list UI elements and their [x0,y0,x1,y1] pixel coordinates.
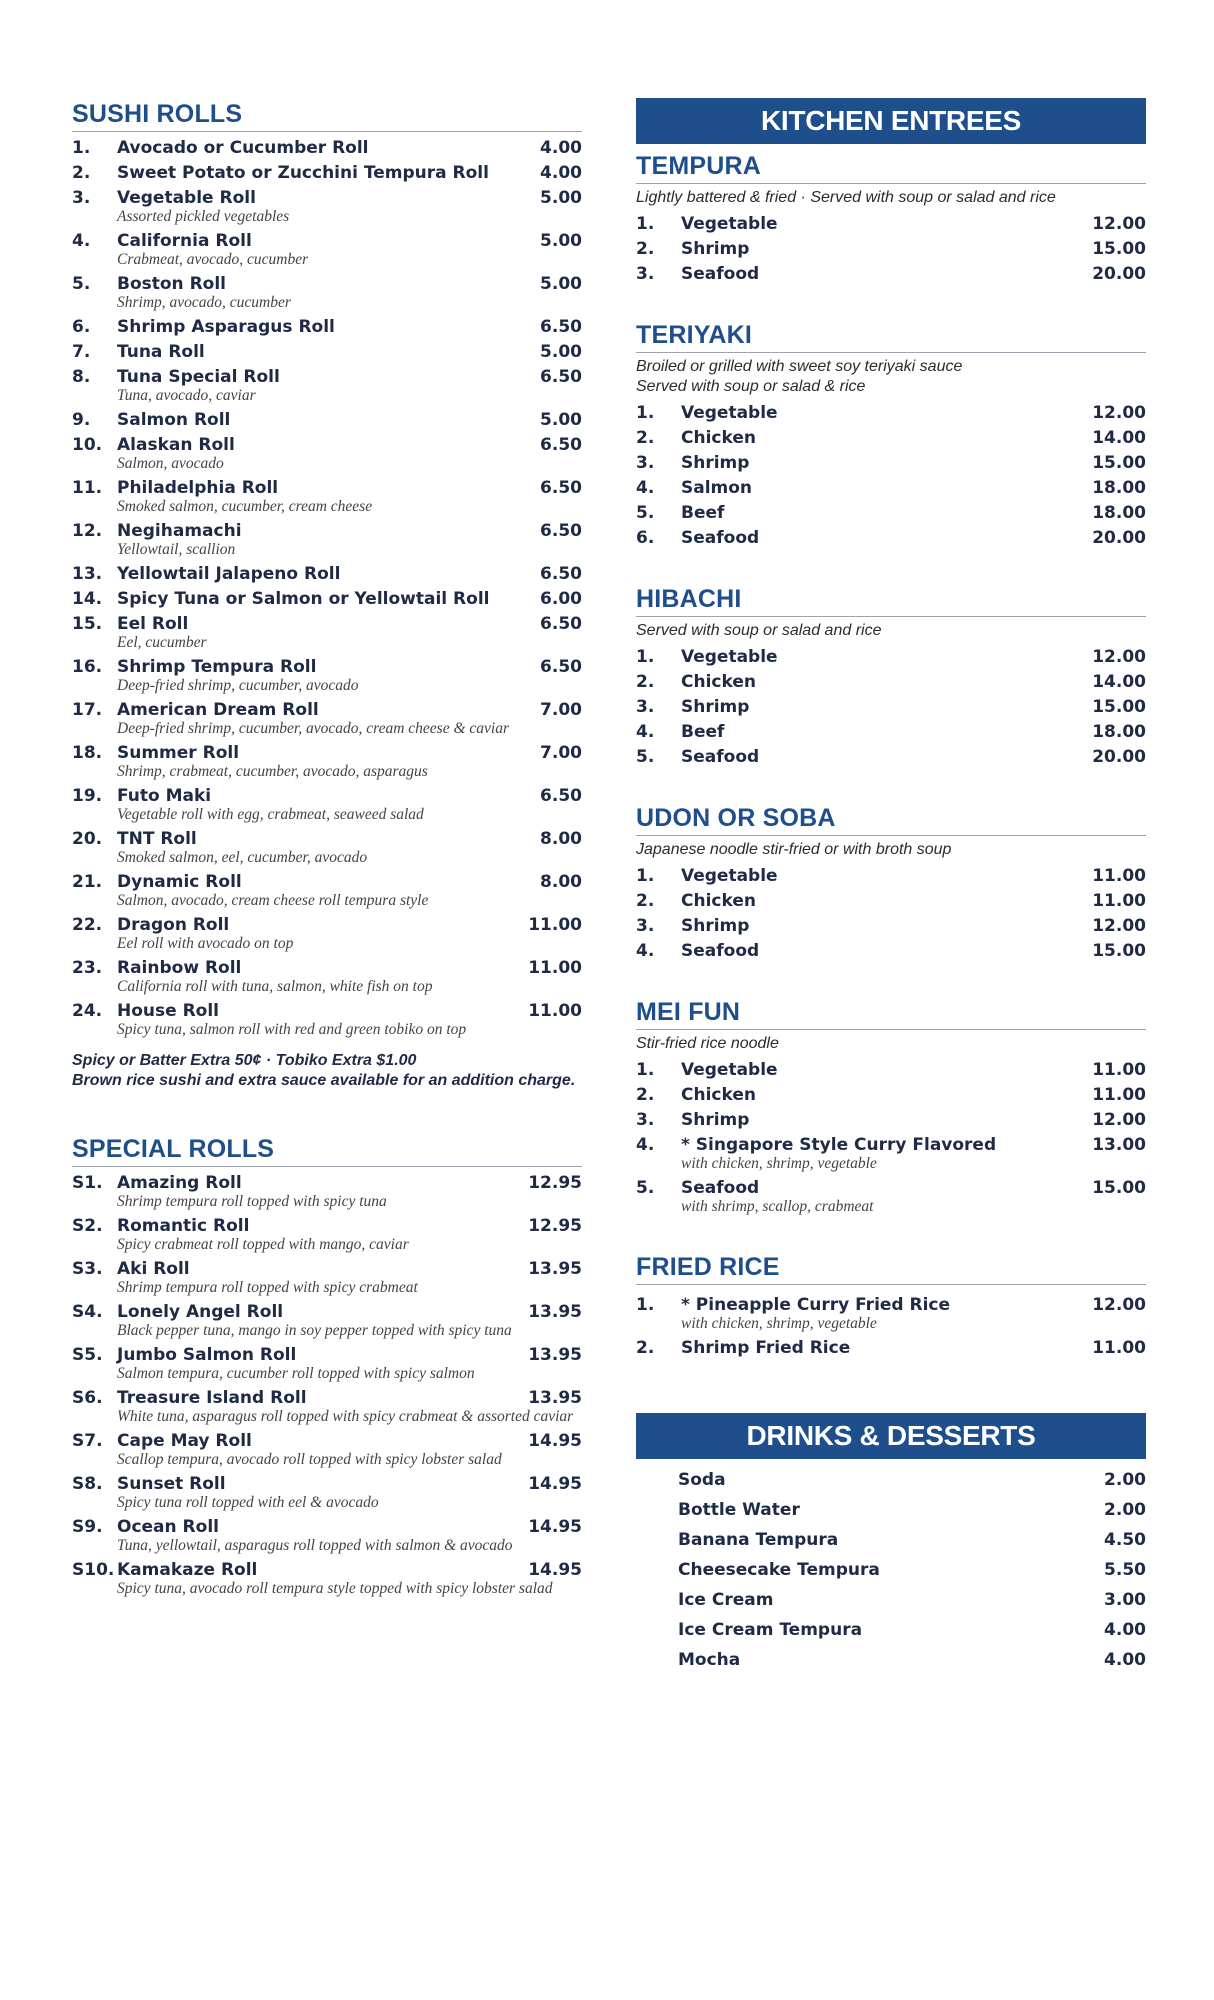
item-description: White tuna, asparagus roll topped with spicy crabmeat & assorted caviar [117,1408,574,1425]
item-name: Aki Roll [117,1259,190,1279]
item-price: 4.00 [1104,1620,1146,1640]
item-number: S7. [72,1431,103,1451]
item-price: 12.00 [1092,1295,1146,1315]
item-price: 6.50 [540,521,582,541]
item-description: Shrimp, avocado, cucumber [117,294,291,311]
item-name: Salmon [681,478,753,498]
item-price: 14.95 [528,1474,582,1494]
drink-item [636,1615,1146,1645]
section-title: HIBACHI [636,585,1146,617]
menu-item [636,237,1146,262]
item-name: Seafood [681,941,760,961]
item-name: Shrimp [681,453,750,473]
item-price: 11.00 [1092,1338,1146,1358]
item-price: 5.00 [540,274,582,294]
item-description: California roll with tuna, salmon, white fish on top [117,978,433,995]
item-number: S4. [72,1302,103,1322]
item-description: Smoked salmon, cucumber, cream cheese [117,498,373,515]
item-description: Shrimp, crabmeat, cucumber, avocado, asparagus [117,763,428,780]
item-list [72,136,582,1039]
item-price: 11.00 [1092,891,1146,911]
item-number: 2. [636,1085,655,1105]
item-name: * Pineapple Curry Fried Rice [681,1295,951,1315]
item-price: 13.95 [528,1302,582,1322]
item-name: Banana Tempura [678,1530,839,1550]
item-price: 4.00 [540,138,582,158]
item-price: 15.00 [1092,697,1146,717]
item-number: 15. [72,614,103,634]
item-name: Rainbow Roll [117,958,242,978]
item-number: 1. [72,138,91,158]
item-name: California Roll [117,231,252,251]
drink-item [636,1555,1146,1585]
item-name: Salmon Roll [117,410,231,430]
item-name: Seafood [681,264,760,284]
section-title: SUSHI ROLLS [72,100,582,132]
mei-fun-section [636,998,1146,1216]
item-price: 2.00 [1104,1500,1146,1520]
item-name: Dragon Roll [117,915,230,935]
section-title: UDON OR SOBA [636,804,1146,836]
item-price: 15.00 [1092,453,1146,473]
item-number: S1. [72,1173,103,1193]
item-name: Kamakaze Roll [117,1560,258,1580]
item-number: 13. [72,564,103,584]
item-name: Boston Roll [117,274,227,294]
section-title: TERIYAKI [636,321,1146,353]
item-price: 14.95 [528,1560,582,1580]
item-number: 21. [72,872,103,892]
item-name: Vegetable [681,866,778,886]
menu-item [636,864,1146,889]
item-number: 1. [636,1295,655,1315]
item-name: Chicken [681,1085,756,1105]
menu-item [636,645,1146,670]
item-price: 6.00 [540,589,582,609]
item-number: 22. [72,915,103,935]
drink-item [636,1525,1146,1555]
item-number: 17. [72,700,103,720]
extras-note [72,1051,582,1091]
item-price: 6.50 [540,317,582,337]
item-number: 1. [636,866,655,886]
item-price: 13.95 [528,1345,582,1365]
item-number: S3. [72,1259,103,1279]
item-price: 8.00 [540,872,582,892]
item-name: Sunset Roll [117,1474,226,1494]
item-name: Ice Cream [678,1590,774,1610]
item-number: 10. [72,435,103,455]
sushi-rolls-section [72,100,582,1091]
item-description: Salmon, avocado [117,455,224,472]
drinks-list [636,1465,1146,1675]
item-number: 1. [636,214,655,234]
item-price: 6.50 [540,614,582,634]
item-name: Eel Roll [117,614,189,634]
menu-item [72,315,582,340]
item-price: 12.95 [528,1216,582,1236]
item-number: 6. [72,317,91,337]
menu-item [636,1108,1146,1133]
menu-item [636,914,1146,939]
item-price: 20.00 [1092,264,1146,284]
special-rolls-section [72,1135,582,1598]
item-description: with shrimp, scallop, crabmeat [681,1198,874,1215]
item-name: Summer Roll [117,743,240,763]
item-name: Jumbo Salmon Roll [117,1345,297,1365]
item-number: 2. [636,672,655,692]
item-name: Chicken [681,891,756,911]
item-name: Futo Maki [117,786,212,806]
item-price: 18.00 [1092,503,1146,523]
item-name: Shrimp [681,697,750,717]
item-price: 5.50 [1104,1560,1146,1580]
item-price: 12.00 [1092,916,1146,936]
item-name: Vegetable [681,403,778,423]
item-price: 4.50 [1104,1530,1146,1550]
item-description: Deep-fried shrimp, cucumber, avocado [117,677,359,694]
item-number: 9. [72,410,91,430]
hibachi-section [636,585,1146,770]
menu-item [72,161,582,186]
item-number: 19. [72,786,103,806]
item-name: Treasure Island Roll [117,1388,307,1408]
item-name: Seafood [681,1178,760,1198]
item-price: 4.00 [540,163,582,183]
item-name: Dynamic Roll [117,872,242,892]
item-price: 6.50 [540,435,582,455]
item-name: Seafood [681,747,760,767]
item-price: 6.50 [540,564,582,584]
note-line: Spicy or Batter Extra 50¢ · Tobiko Extra $1.00 [72,1052,417,1069]
item-name: Romantic Roll [117,1216,250,1236]
item-name: * Singapore Style Curry Flavored [681,1135,997,1155]
item-number: 4. [636,941,655,961]
item-name: Yellowtail Jalapeno Roll [117,564,341,584]
item-number: 18. [72,743,103,763]
item-number: 4. [636,722,655,742]
item-number: 3. [636,1110,655,1130]
item-price: 6.50 [540,786,582,806]
item-description: Crabmeat, avocado, cucumber [117,251,309,268]
teriyaki-section [636,321,1146,551]
item-description: Spicy tuna roll topped with eel & avocado [117,1494,379,1511]
item-price: 8.00 [540,829,582,849]
item-price: 4.00 [1104,1650,1146,1670]
item-number: 4. [72,231,91,251]
menu-item [636,501,1146,526]
item-price: 18.00 [1092,722,1146,742]
item-price: 5.00 [540,231,582,251]
item-number: 2. [72,163,91,183]
item-price: 11.00 [1092,866,1146,886]
item-number: 1. [636,1060,655,1080]
section-subtitle: Broiled or grilled with sweet soy teriyaki sauce [636,358,963,375]
item-name: Vegetable [681,647,778,667]
item-name: Lonely Angel Roll [117,1302,284,1322]
item-name: Shrimp [681,239,750,259]
item-price: 12.00 [1092,403,1146,423]
item-description: with chicken, shrimp, vegetable [681,1155,877,1172]
item-number: 2. [636,428,655,448]
drink-item [636,1465,1146,1495]
menu-item [636,670,1146,695]
section-title: MEI FUN [636,998,1146,1030]
item-price: 2.00 [1104,1470,1146,1490]
menu-item [636,695,1146,720]
item-number: 3. [636,264,655,284]
item-description: Spicy tuna, salmon roll with red and green tobiko on top [117,1021,467,1038]
menu-item [636,720,1146,745]
item-list [72,1171,582,1598]
item-number: 14. [72,589,103,609]
menu-item [636,1058,1146,1083]
item-price: 13.00 [1092,1135,1146,1155]
item-price: 7.00 [540,700,582,720]
menu-item [636,476,1146,501]
menu-item [72,408,582,433]
item-description: Shrimp tempura roll topped with spicy crabmeat [117,1279,418,1296]
item-number: 6. [636,528,655,548]
item-price: 7.00 [540,743,582,763]
item-price: 12.00 [1092,647,1146,667]
item-name: Shrimp Tempura Roll [117,657,317,677]
item-price: 6.50 [540,367,582,387]
item-description: Spicy crabmeat roll topped with mango, caviar [117,1236,409,1253]
item-name: Shrimp [681,916,750,936]
item-number: 4. [636,1135,655,1155]
item-name: Seafood [681,528,760,548]
item-name: Ice Cream Tempura [678,1620,863,1640]
item-name: Vegetable [681,1060,778,1080]
item-number: 7. [72,342,91,362]
item-name: Tuna Special Roll [117,367,280,387]
item-name: Cape May Roll [117,1431,252,1451]
item-name: Tuna Roll [117,342,205,362]
item-name: Spicy Tuna or Salmon or Yellowtail Roll [117,589,490,609]
item-number: 20. [72,829,103,849]
kitchen-entrees-banner: KITCHEN ENTREES [636,98,1146,144]
item-description: Eel, cucumber [117,634,207,651]
item-name: Soda [678,1470,726,1490]
item-description: Black pepper tuna, mango in soy pepper topped with spicy tuna [117,1322,512,1339]
item-name: Bottle Water [678,1500,800,1520]
item-name: Cheesecake Tempura [678,1560,880,1580]
item-number: S5. [72,1345,103,1365]
menu-item [72,587,582,612]
item-number: S8. [72,1474,103,1494]
item-number: S10. [72,1560,115,1580]
item-number: 3. [636,916,655,936]
item-number: S2. [72,1216,103,1236]
item-number: 5. [72,274,91,294]
item-number: 3. [636,453,655,473]
item-name: Chicken [681,672,756,692]
menu-item [636,212,1146,237]
item-number: 12. [72,521,103,541]
item-price: 6.50 [540,657,582,677]
item-price: 11.00 [528,1001,582,1021]
item-name: House Roll [117,1001,219,1021]
item-price: 20.00 [1092,747,1146,767]
item-number: 2. [636,891,655,911]
drinks-desserts-banner: DRINKS & DESSERTS [636,1413,1146,1459]
item-description: Salmon, avocado, cream cheese roll tempura style [117,892,429,909]
section-title: SPECIAL ROLLS [72,1135,582,1167]
item-name: Shrimp Asparagus Roll [117,317,335,337]
item-name: Vegetable [681,214,778,234]
section-subtitle: Lightly battered & fried · Served with soup or salad and rice [636,189,1056,206]
menu-item [636,939,1146,964]
menu-item [636,426,1146,451]
item-price: 5.00 [540,410,582,430]
item-number: 4. [636,478,655,498]
item-price: 14.00 [1092,672,1146,692]
menu-item [72,136,582,161]
item-number: 24. [72,1001,103,1021]
item-price: 13.95 [528,1388,582,1408]
item-price: 11.00 [528,958,582,978]
section-title: FRIED RICE [636,1253,1146,1285]
item-price: 18.00 [1092,478,1146,498]
item-price: 11.00 [1092,1060,1146,1080]
item-number: S9. [72,1517,103,1537]
item-name: Shrimp Fried Rice [681,1338,851,1358]
item-description: Tuna, avocado, caviar [117,387,256,404]
item-name: Alaskan Roll [117,435,235,455]
item-price: 12.00 [1092,214,1146,234]
item-name: Avocado or Cucumber Roll [117,138,369,158]
drink-item [636,1585,1146,1615]
item-name: Philadelphia Roll [117,478,279,498]
section-subtitle: Japanese noodle stir-fried or with broth soup [636,841,952,858]
item-name: Chicken [681,428,756,448]
drink-item [636,1645,1146,1675]
item-price: 11.00 [528,915,582,935]
section-title: TEMPURA [636,152,1146,184]
tempura-section [636,152,1146,287]
menu-item [636,451,1146,476]
item-number: 5. [636,1178,655,1198]
item-price: 6.50 [540,478,582,498]
item-description: with chicken, shrimp, vegetable [681,1315,877,1332]
item-number: 2. [636,239,655,259]
section-subtitle: Served with soup or salad & rice [636,378,866,395]
item-price: 12.95 [528,1173,582,1193]
left-column [72,100,582,1601]
item-price: 13.95 [528,1259,582,1279]
item-description: Deep-fried shrimp, cucumber, avocado, cream cheese & caviar [117,720,509,737]
item-name: Shrimp [681,1110,750,1130]
item-description: Vegetable roll with egg, crabmeat, seaweed salad [117,806,424,823]
item-name: Vegetable Roll [117,188,256,208]
right-column [636,98,1146,1675]
menu-item [636,526,1146,551]
item-description: Scallop tempura, avocado roll topped with spicy lobster salad [117,1451,502,1468]
menu-item [636,745,1146,770]
item-name: Beef [681,503,725,523]
item-description: Shrimp tempura roll topped with spicy tuna [117,1193,387,1210]
udon-soba-section [636,804,1146,964]
item-name: Sweet Potato or Zucchini Tempura Roll [117,163,489,183]
item-price: 5.00 [540,342,582,362]
item-number: 23. [72,958,103,978]
item-number: 5. [636,503,655,523]
item-name: Mocha [678,1650,741,1670]
item-number: 1. [636,403,655,423]
item-price: 14.00 [1092,428,1146,448]
item-description: Salmon tempura, cucumber roll topped with spicy salmon [117,1365,475,1382]
item-price: 20.00 [1092,528,1146,548]
item-name: TNT Roll [117,829,197,849]
item-number: 1. [636,647,655,667]
drink-item [636,1495,1146,1525]
item-number: 2. [636,1338,655,1358]
item-name: Amazing Roll [117,1173,242,1193]
menu-item [636,889,1146,914]
item-number: 3. [72,188,91,208]
item-name: American Dream Roll [117,700,319,720]
menu-item [636,1083,1146,1108]
item-description: Tuna, yellowtail, asparagus roll topped with salmon & avocado [117,1537,513,1554]
item-number: 16. [72,657,103,677]
item-price: 12.00 [1092,1110,1146,1130]
note-line: Brown rice sushi and extra sauce available for an addition charge. [72,1072,576,1089]
menu-item [636,262,1146,287]
item-name: Negihamachi [117,521,242,541]
item-number: 3. [636,697,655,717]
item-description: Eel roll with avocado on top [117,935,294,952]
item-description: Yellowtail, scallion [117,541,236,558]
item-description: Assorted pickled vegetables [117,208,290,225]
item-number: 8. [72,367,91,387]
item-price: 14.95 [528,1431,582,1451]
item-name: Beef [681,722,725,742]
item-price: 11.00 [1092,1085,1146,1105]
item-name: Ocean Roll [117,1517,219,1537]
item-description: Spicy tuna, avocado roll tempura style topped with spicy lobster salad [117,1580,553,1597]
fried-rice-section [636,1253,1146,1361]
menu-item [72,340,582,365]
item-number: 11. [72,478,103,498]
item-price: 5.00 [540,188,582,208]
menu-item [636,1336,1146,1361]
item-number: 5. [636,747,655,767]
item-price: 15.00 [1092,1178,1146,1198]
item-price: 15.00 [1092,941,1146,961]
section-subtitle: Served with soup or salad and rice [636,622,882,639]
item-price: 15.00 [1092,239,1146,259]
item-number: S6. [72,1388,103,1408]
menu-item [636,401,1146,426]
item-description: Smoked salmon, eel, cucumber, avocado [117,849,368,866]
menu-item [72,562,582,587]
section-subtitle: Stir-fried rice noodle [636,1035,779,1052]
item-price: 14.95 [528,1517,582,1537]
item-price: 3.00 [1104,1590,1146,1610]
